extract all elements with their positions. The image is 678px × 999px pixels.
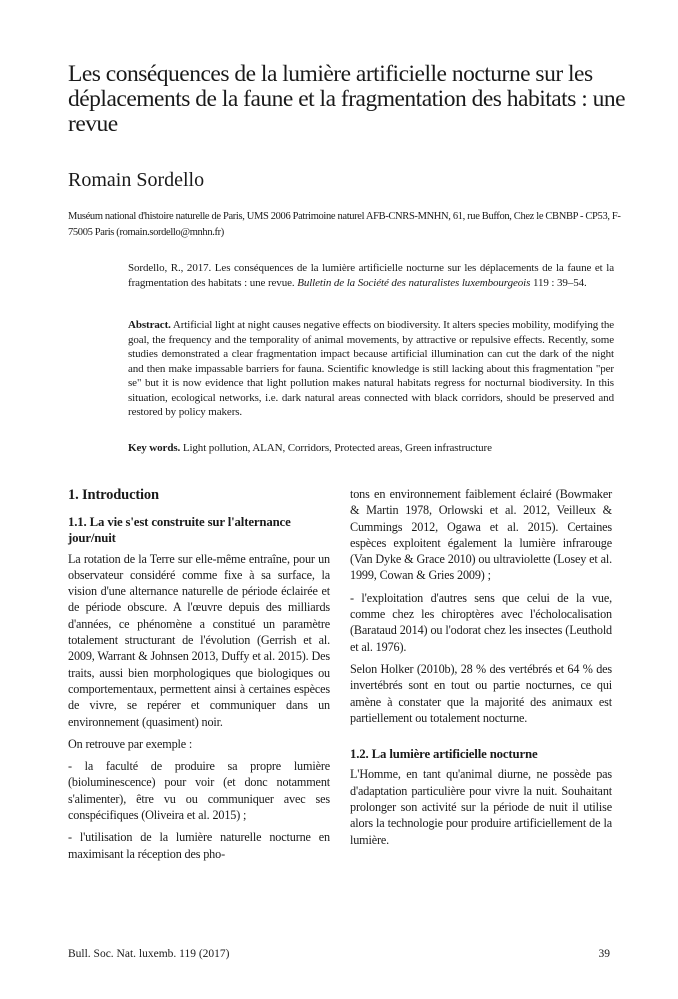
page-number: 39 (598, 948, 610, 960)
subsection-heading: 1.1. La vie s'est construite sur l'alternance jour/nuit (68, 515, 291, 546)
author-name: Romain Sordello (68, 169, 205, 191)
paragraph: - la faculté de produire sa propre lumière (bioluminescence) pour voir (et donc notamment s'alimenter), être vu ou communiquer avec ses conspécifiques (Oliveira et al. 2015) ; (68, 759, 330, 823)
paragraph: L'Homme, en tant qu'animal diurne, ne possède pas d'adaptation particulière pour vivre la nuit. Souhaitant prolonger son activité sur la période de nuit il utilise alors la technologie pour produire artificiellement de la lumière. (350, 767, 612, 847)
subsection-heading: 1.2. La lumière artificielle nocturne (350, 747, 538, 762)
author-affiliation: Muséum national d'histoire naturelle de Paris, UMS 2006 Patrimoine naturel AFB-CNRS-MNHN, 61, rue Buffon, Chez le CBNBP - CP53, F-75005 Paris (romain.sordello@mnhn.fr) (68, 211, 621, 238)
footer-journal: Bull. Soc. Nat. luxemb. 119 (2017) (68, 948, 230, 960)
abstract-text: Artificial light at night causes negative effects on biodiversity. It alters species mobility, modifying the goal, the frequency and the temporality of animal movements, by attractive or repulsive effects. Recently, some studies demonstrated a clear fragmentation impact because artificial illumination can cut the dark of the night and then make impassable barriers for fauna. Scientific knowledge is still lacking about this fragmentation "per se" but it is now evidence that light pollution makes natural habitats regress for nocturnal biodiversity. In this situation, ecological networks, i.e. dark natural areas connected with black corridors, should be preserved and restored by policy makers. (128, 319, 615, 418)
citation-block (128, 261, 614, 290)
paragraph-continued: tons en environnement faiblement éclairé (Bowmaker & Martin 1978, Orlowski et al. 2012, Veilleux & Cummings 2012, Ogawa et al. 2015). Certaines espèces exploitent également la lumière infrarouge (Van Dyke & Grace 2010) ou ultraviolette (Losey et al. 1999, Cowan & Gries 2009) ; (350, 487, 612, 583)
body-column-right (350, 486, 612, 854)
article-title: Les conséquences de la lumière artificielle nocturne sur les déplacements de la faune et la fragmentation des habitats : une revue (68, 61, 626, 137)
abstract-label: Abstract. (128, 319, 171, 331)
body-column-left (68, 486, 330, 862)
citation-volume: 119 : 39–54. (532, 276, 587, 289)
citation-journal: Bulletin de la Société des naturalistes luxembourgeois (297, 276, 531, 289)
abstract-block (128, 318, 614, 420)
paragraph: On retrouve par exemple : (68, 736, 193, 751)
paragraph: - l'utilisation de la lumière naturelle nocturne en maximisant la réception des pho- (68, 830, 330, 861)
keywords-text: Light pollution, ALAN, Corridors, Protected areas, Green infrastructure (182, 442, 492, 454)
section-heading: 1. Introduction (68, 487, 159, 503)
keywords-block (128, 441, 614, 456)
paragraph: - l'exploitation d'autres sens que celui de la vue, comme chez les chiroptères avec l'écholocalisation (Barataud 2014) ou l'odorat chez les insectes (Leuthold et al. 1976). (350, 590, 612, 654)
paragraph: La rotation de la Terre sur elle-même entraîne, pour un observateur considéré comme fixe à sa surface, la vision d'une alternance naturelle de période éclairée et de période obscure. A l'œuvre depuis des milliards d'années, ce phénomène a constitué un paramètre totalement structurant de l'évolution (Gerrish et al. 2009, Warrant & Johnsen 2013, Duffy et al. 2015). Des traits, aussi bien morphologiques que biologiques ou comportementaux, permettent ainsi à certaines espèces de vivre, se repérer et communiquer dans un environnement (quasiment) noir. (68, 551, 330, 729)
citation-text: Sordello, R., 2017. Les conséquences de la lumière artificielle nocturne sur les déplacements de la faune et la fragmentation des habitats : une revue. (128, 262, 614, 289)
keywords-label: Key words. (128, 442, 181, 454)
paragraph: Selon Holker (2010b), 28 % des vertébrés et 64 % des invertébrés sont en tout ou partie nocturnes, ce qui amène à constater que la majorité des animaux est partiellement ou totalement nocturne. (350, 661, 612, 725)
